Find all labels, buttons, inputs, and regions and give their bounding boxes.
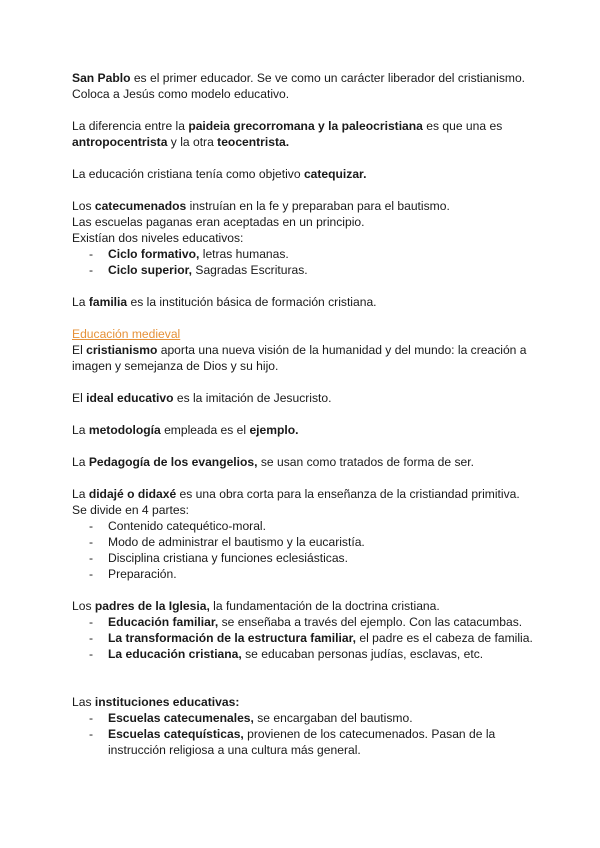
paragraph-text: aporta una nueva visión de la humanidad y del mundo: la creación a imagen y semejanza de Dios y su hijo. (72, 343, 527, 373)
paragraph-text: La (72, 487, 89, 501)
list-item-text: se educaban personas judías, esclavas, etc. (241, 647, 484, 661)
bold-term: Escuelas catecumenales, (108, 711, 254, 725)
paragraph-metodologia (72, 422, 542, 438)
paragraph-text: se usan como tratados de forma de ser. (257, 455, 474, 469)
paragraph-line: Se divide en 4 partes: (72, 503, 189, 517)
list-item (72, 246, 542, 262)
paragraph-text: es el primer educador. Se ve como un carácter liberador del cristianismo. Coloca a Jesús como modelo educativo. (72, 71, 526, 101)
list-item: - Contenido catequético-moral. (72, 518, 542, 534)
bold-term: San Pablo (72, 71, 131, 85)
paragraph-line: Existían dos niveles educativos: (72, 231, 244, 245)
list-item-text: se enseñaba a través del ejemplo. Con las catacumbas. (218, 615, 523, 629)
paragraph-text: es la imitación de Jesucristo. (173, 391, 332, 405)
bold-term: Ciclo superior, (108, 263, 193, 277)
list-item-text: provienen de los catecumenados. Pasan de la instrucción religiosa a una cultura más general. (108, 727, 496, 757)
paragraph-pedagogia (72, 454, 542, 470)
list-item-text: letras humanas. (199, 247, 289, 261)
bold-term: ejemplo. (249, 423, 299, 437)
paragraph-text: es que una es (422, 119, 503, 133)
bold-term: paideia grecorromana y la paleocristiana (188, 119, 423, 133)
partes-list (72, 518, 542, 582)
paragraph-cristianismo (72, 342, 542, 374)
bold-term: La educación cristiana, (108, 647, 242, 661)
paragraph-text: Las (72, 695, 95, 709)
paragraph-text: La (72, 423, 89, 437)
bold-term: Pedagogía de los evangelios, (88, 455, 258, 469)
bold-term: Educación familiar, (108, 615, 219, 629)
paragraph-text: El (72, 391, 87, 405)
bold-term: instituciones educativas: (94, 695, 240, 709)
paragraph-catecumenados (72, 198, 542, 214)
list-item (72, 726, 542, 758)
bold-term: catecumenados (94, 199, 187, 213)
paragraph-text: empleada es el (160, 423, 250, 437)
bold-term: cristianismo (86, 343, 158, 357)
paragraph-padres-iglesia (72, 598, 542, 614)
paragraph-text: La (72, 295, 89, 309)
paragraph-text: y la otra (167, 135, 218, 149)
paragraph-text: La educación cristiana tenía como objetivo (72, 167, 304, 181)
paragraph-text: El (72, 343, 87, 357)
list-item (72, 646, 542, 662)
paragraph-text: Los (72, 599, 95, 613)
padres-list (72, 614, 542, 662)
paragraph-text: La (72, 455, 89, 469)
list-item-text: el padre es el cabeza de familia. (356, 631, 533, 645)
niveles-list (72, 246, 542, 278)
paragraph-line: Las escuelas paganas eran aceptadas en un principio. (72, 215, 365, 229)
section-heading-educacion-medieval[interactable] (72, 326, 542, 342)
bold-term: metodología (88, 423, 161, 437)
list-item: - Modo de administrar el bautismo y la eucaristía. (72, 534, 542, 550)
bold-term: catequizar. (303, 167, 367, 181)
paragraph-objetivo (72, 166, 542, 182)
bold-term: Escuelas catequísticas, (108, 727, 244, 741)
paragraph-text: es una obra corta para la enseñanza de la cristiandad primitiva. (176, 487, 520, 501)
paragraph-familia (72, 294, 542, 310)
list-item: - Disciplina cristiana y funciones eclesiásticas. (72, 550, 542, 566)
paragraph-paideia (72, 118, 542, 150)
list-item: - Preparación. (72, 566, 542, 582)
bold-term: Ciclo formativo, (108, 247, 200, 261)
list-item (72, 262, 542, 278)
document-page (72, 70, 542, 758)
paragraph-text: la fundamentación de la doctrina cristiana. (209, 599, 440, 613)
paragraph-text: instruían en la fe y preparaban para el bautismo. (186, 199, 450, 213)
bold-term: antropocentrista (72, 135, 168, 149)
list-item (72, 630, 542, 646)
paragraph-text: Los (72, 199, 95, 213)
paragraph-didaje (72, 486, 542, 502)
list-item (72, 614, 542, 630)
heading-link[interactable]: Educación medieval (72, 327, 181, 341)
bold-term: didajé o didaxé (88, 487, 177, 501)
bold-term: familia (88, 295, 128, 309)
bold-term: La transformación de la estructura familiar, (108, 631, 357, 645)
instituciones-list (72, 710, 542, 758)
list-item-text: Sagradas Escrituras. (192, 263, 308, 277)
bold-term: teocentrista. (217, 135, 290, 149)
bold-term: ideal educativo (86, 391, 174, 405)
paragraph-ideal-educativo (72, 390, 542, 406)
paragraph-text: La diferencia entre la (72, 119, 189, 133)
bold-term: padres de la Iglesia, (94, 599, 210, 613)
paragraph-text: es la institución básica de formación cristiana. (127, 295, 377, 309)
paragraph-instituciones (72, 694, 542, 710)
list-item-text: se encargaban del bautismo. (253, 711, 413, 725)
paragraph-san-pablo (72, 70, 542, 102)
list-item (72, 710, 542, 726)
